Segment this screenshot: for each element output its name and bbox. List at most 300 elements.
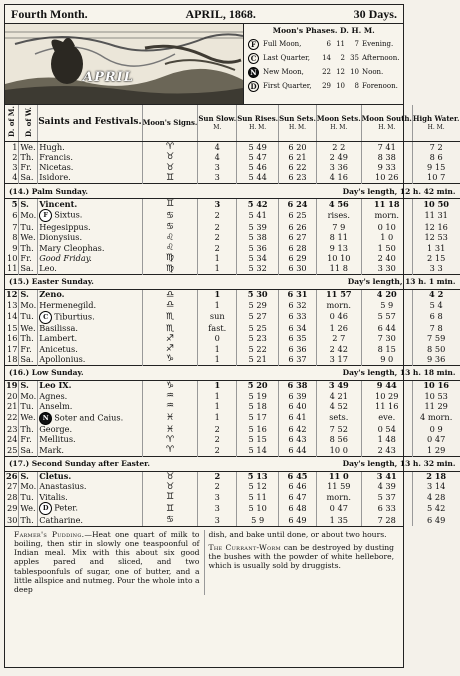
day-of-week: Th. (19, 425, 38, 435)
moon-sets: 4 52 (316, 401, 361, 411)
col-signs: Moon's Signs. (142, 105, 198, 142)
saint-name: Leo. (39, 263, 57, 274)
moon-phase-day: 6 (326, 40, 331, 48)
table-header (5, 105, 460, 142)
sun-sets: 6 42 (279, 425, 317, 435)
sun-sets: 6 46 (279, 482, 317, 492)
saint-cell (38, 152, 142, 162)
sun-sets: 6 25 (279, 209, 317, 222)
day-row (5, 163, 460, 173)
day-row (5, 344, 460, 354)
sun-rises: 5 12 (237, 482, 279, 492)
day-of-month: 4 (5, 173, 19, 184)
sun-rises: 5 23 (237, 334, 279, 344)
high-water: 9 15 (427, 162, 446, 173)
moon-sign-cell (142, 492, 198, 502)
col-sun-sets: Sun Sets. (279, 113, 316, 123)
saint-cell (38, 142, 142, 153)
saint-name: Good Friday. (39, 252, 92, 263)
week-title: (14.) Palm Sunday. (5, 184, 198, 199)
high-water: 0 47 (427, 434, 446, 445)
high-water: 6 8 (429, 311, 443, 322)
moon-south: 3 30 (361, 264, 412, 275)
day-of-month: 18 (6, 353, 18, 364)
saint-cell (38, 492, 142, 502)
sun-sets: 6 21 (279, 152, 317, 162)
sun-sets: 6 22 (279, 163, 317, 173)
saint-cell (38, 344, 142, 354)
sun-slow: 2 (198, 209, 237, 222)
sun-sets: 6 34 (279, 324, 317, 334)
moon-sign-icon: ♍ (165, 263, 175, 274)
sun-rises: 5 25 (237, 324, 279, 334)
moon-sets: 1 26 (316, 324, 361, 334)
saint-name: Apollonius. (39, 353, 86, 364)
high-water: 12 16 (424, 221, 448, 232)
day-of-month: 9 (5, 243, 19, 253)
moon-south: 5 37 (361, 492, 412, 502)
moon-south: 1 50 (361, 243, 412, 253)
col-saints: Saints and Festivals. (38, 105, 142, 142)
moon-sign-icon: ♌ (165, 243, 175, 254)
saint-name: Dionysius. (39, 232, 83, 243)
saint-cell (38, 502, 142, 515)
moon-sign-cell (142, 152, 198, 162)
sun-slow: 2 (198, 482, 237, 492)
day-of-week: Fr. (19, 163, 38, 173)
moon-phase-name: Last Quarter, (263, 54, 310, 62)
day-of-month: 24 (6, 434, 18, 445)
moon-phases-title: Moon's Phases. D. H. M. (272, 26, 375, 35)
saint-cell (38, 300, 142, 310)
new-moon-icon: N (39, 412, 52, 425)
moon-sets: 3 17 (316, 354, 361, 365)
moon-sign-cell (142, 502, 198, 515)
week-row (5, 184, 460, 199)
unit-msets: H. M. (330, 124, 348, 131)
day-row (5, 445, 460, 456)
sun-rises: 5 11 (237, 492, 279, 502)
moon-south: 7 28 (361, 515, 412, 525)
moon-phase-hour: 2 (340, 54, 345, 62)
saint-name: Hugh. (39, 141, 65, 152)
day-of-week: Fr. (19, 435, 38, 445)
moon-phase-hour: 12 (336, 68, 345, 76)
sun-rises: 5 47 (237, 152, 279, 162)
banner (5, 24, 403, 105)
unit-slow: M. (213, 124, 222, 131)
day-of-week: Fr. (19, 344, 38, 354)
sun-slow: 4 (198, 152, 237, 162)
day-of-week: Th. (19, 243, 38, 253)
moon-sign-cell (142, 334, 198, 344)
moon-sets: 11 57 (316, 289, 361, 300)
day-of-month: 3 (5, 163, 19, 173)
moon-sets: 1 35 (316, 515, 361, 525)
moon-sets: morn. (316, 300, 361, 310)
moon-sign-cell (142, 412, 198, 425)
sun-sets: 6 38 (279, 380, 317, 391)
moon-sign-cell (142, 233, 198, 243)
moon-sign-cell (142, 163, 198, 173)
day-of-month: 16 (6, 333, 18, 344)
saint-cell (38, 209, 142, 222)
high-water: 10 53 (424, 390, 448, 401)
day-of-month: 30 (6, 514, 18, 525)
high-water: 2 15 (427, 252, 446, 263)
day-of-week: Tu. (19, 311, 38, 324)
moon-sign-cell (142, 324, 198, 334)
sun-rises: 5 22 (237, 344, 279, 354)
saint-name: Nicetas. (39, 162, 74, 173)
day-of-week: We. (19, 142, 38, 153)
high-water: 1 29 (427, 444, 446, 455)
moon-phase-hour: 11 (336, 40, 345, 48)
moon-sets: 2 7 (316, 334, 361, 344)
moon-sign-icon: ♊ (165, 492, 175, 503)
day-length: Day's length, 13 h. 32 min. (198, 456, 460, 471)
high-water: 5 42 (427, 503, 446, 514)
day-row (5, 253, 460, 263)
sun-rises: 5 39 (237, 222, 279, 232)
col-sun-slow: Sun Slow. (198, 113, 237, 123)
moon-sign-cell (142, 142, 198, 153)
day-of-week: S. (19, 289, 38, 300)
day-row (5, 243, 460, 253)
col-day-of-month: D. of M. (7, 106, 17, 138)
moon-south: 10 26 (361, 173, 412, 184)
currant-heading: The Currant-Worm (208, 542, 281, 552)
moon-sign-cell (142, 445, 198, 456)
almanac-page (4, 4, 460, 668)
moon-sets: rises. (316, 209, 361, 222)
saint-cell (38, 412, 142, 425)
moon-phase-name: Full Moon, (263, 40, 302, 48)
sun-sets: 6 49 (279, 515, 317, 525)
moon-south: 9 33 (361, 163, 412, 173)
saint-cell (38, 243, 142, 253)
pudding-text-continued: dish, and bake until done, or about two hours. (208, 529, 387, 539)
saint-cell (38, 435, 142, 445)
sun-rises: 5 30 (237, 289, 279, 300)
saint-cell (38, 324, 142, 334)
moon-phase-row (248, 51, 400, 65)
sun-slow: 3 (198, 515, 237, 525)
moon-sign-cell (142, 354, 198, 365)
moon-south: 1 48 (361, 435, 412, 445)
sun-rises: 5 44 (237, 173, 279, 184)
day-row (5, 412, 460, 425)
moon-sign-icon: ♐ (165, 333, 175, 344)
moon-sets: 11 59 (316, 482, 361, 492)
moon-south: 11 16 (361, 401, 412, 411)
day-of-month: 17 (6, 343, 18, 354)
day-of-month: 10 (6, 252, 18, 263)
high-water: 12 53 (424, 232, 448, 243)
sun-slow: 1 (198, 289, 237, 300)
saint-name: Soter and Caius. (54, 412, 124, 423)
sun-sets: 6 33 (279, 311, 317, 324)
moon-phases (244, 24, 404, 104)
sun-slow: 3 (198, 173, 237, 184)
day-of-week: Th. (19, 152, 38, 162)
saint-cell (38, 482, 142, 492)
day-of-month: 28 (6, 491, 18, 502)
day-of-month: 7 (5, 222, 19, 232)
moon-phase-day: 29 (322, 82, 331, 90)
first-quarter-icon: D (39, 502, 52, 515)
sun-sets: 6 44 (279, 445, 317, 456)
col-high-water: High Water. (412, 113, 460, 123)
moon-sets: 8 56 (316, 435, 361, 445)
sun-slow: 1 (198, 264, 237, 275)
sun-rises: 5 27 (237, 311, 279, 324)
sun-slow: 1 (198, 391, 237, 401)
saint-cell (38, 391, 142, 401)
sun-rises: 5 21 (237, 354, 279, 365)
day-row (5, 311, 460, 324)
sun-rises: 5 14 (237, 445, 279, 456)
saint-name: Catharine. (39, 514, 84, 525)
sun-sets: 6 40 (279, 401, 317, 411)
day-row (5, 334, 460, 344)
sun-slow: 1 (198, 354, 237, 365)
saint-cell (38, 173, 142, 184)
moon-phase-icon: D (248, 81, 259, 92)
moon-sign-icon: ♉ (165, 481, 175, 492)
moon-sign-cell (142, 243, 198, 253)
moon-phase-row (248, 37, 400, 51)
moon-phase-icon: F (248, 39, 259, 50)
sun-sets: 6 35 (279, 334, 317, 344)
high-water: 3 14 (427, 481, 446, 492)
sun-slow: 3 (198, 163, 237, 173)
day-of-month: 8 (5, 233, 19, 243)
moon-sign-cell (142, 471, 198, 482)
moon-south: 4 39 (361, 482, 412, 492)
high-water: 1 31 (427, 242, 446, 253)
moon-sign-cell (142, 435, 198, 445)
day-of-week: Tu. (19, 492, 38, 502)
saint-name: Agnes. (39, 390, 68, 401)
moon-sets: 8 11 (316, 233, 361, 243)
moon-sign-icon: ♉ (165, 471, 175, 482)
sun-rises: 5 34 (237, 253, 279, 263)
moon-sign-icon: ♐ (165, 344, 175, 355)
sun-sets: 6 28 (279, 243, 317, 253)
day-of-month: 25 (6, 444, 18, 455)
saint-name: Mark. (39, 444, 64, 455)
sun-sets: 6 39 (279, 391, 317, 401)
moon-phase-day: 22 (322, 68, 331, 76)
day-length: Day's length, 13 h. 18 min. (198, 365, 460, 380)
high-water: 4 28 (427, 491, 446, 502)
high-water: 10 16 (423, 380, 449, 391)
saint-name: Mary Cleophas. (39, 242, 105, 253)
sun-slow: 4 (198, 142, 237, 153)
header-center: APRIL, 1868. (185, 6, 256, 21)
moon-south: 4 20 (361, 289, 412, 300)
moon-south: 5 57 (361, 311, 412, 324)
currant-text: can be destroyed by dusting the bushes with the powder of white hellebore, which is usually sold by druggists. (208, 542, 395, 571)
engraving-art (5, 24, 243, 104)
day-row (5, 173, 460, 184)
day-length: Day's length, 12 h. 42 min. (198, 184, 460, 199)
pudding-text: —Heat one quart of milk to boiling, then stir in slowly one teaspoonful of Indian meal. Mix with this about six good apples pared and sliced, and two tablespoonfuls of sugar, one of butter, and a little allspice and nutmeg. Pour the whole into a deep (14, 529, 200, 594)
moon-sign-cell (142, 300, 198, 310)
day-of-week: Th. (19, 515, 38, 525)
moon-sign-cell (142, 289, 198, 300)
sun-rises: 5 16 (237, 425, 279, 435)
moon-sets: 11 8 (316, 264, 361, 275)
day-row (5, 152, 460, 162)
saint-cell (38, 515, 142, 525)
moon-sign-icon: ♌ (165, 232, 175, 243)
sun-rises: 5 38 (237, 233, 279, 243)
saint-name: Hegesippus. (39, 221, 91, 232)
sun-sets: 6 29 (279, 253, 317, 263)
high-water: 9 36 (427, 353, 446, 364)
moon-sign-icon: ♊ (165, 199, 175, 210)
moon-sets: 9 13 (316, 243, 361, 253)
high-water: 10 50 (423, 198, 449, 209)
sun-sets: 6 37 (279, 354, 317, 365)
day-of-month: 29 (5, 502, 19, 515)
saint-cell (38, 222, 142, 232)
sun-sets: 6 26 (279, 222, 317, 232)
moon-phase-hour: 10 (336, 82, 345, 90)
day-of-week: S. (19, 471, 38, 482)
sun-rises: 5 41 (237, 209, 279, 222)
day-row (5, 502, 460, 515)
unit-south: H. M. (378, 124, 396, 131)
moon-phase-time: Evening. (362, 40, 394, 48)
col-day-of-week: D. of W. (23, 106, 33, 137)
unit-high: H. M. (427, 124, 445, 131)
saint-name: Lambert. (39, 333, 78, 344)
pudding-heading: Farmer's Pudding. (14, 529, 85, 539)
high-water: 6 49 (427, 514, 446, 525)
saint-cell (38, 233, 142, 243)
sun-slow: 2 (198, 445, 237, 456)
saint-name: Basilissa. (39, 323, 79, 334)
col-moon-south: Moon South. (361, 113, 412, 123)
sun-slow: fast. (198, 324, 237, 334)
moon-south: 7 41 (361, 142, 412, 153)
high-water: 2 18 (426, 471, 447, 482)
sun-slow: 1 (198, 253, 237, 263)
day-row (5, 391, 460, 401)
sun-sets: 6 48 (279, 502, 317, 515)
moon-phase-time: Forenoon. (362, 82, 398, 90)
day-row (5, 435, 460, 445)
day-of-week: Tu. (19, 401, 38, 411)
moon-sets: 2 49 (316, 152, 361, 162)
sun-rises: 5 32 (237, 264, 279, 275)
moon-south: 8 38 (361, 152, 412, 162)
moon-sign-icon: ♑ (165, 380, 175, 391)
day-of-week: We. (19, 324, 38, 334)
week-title: (16.) Low Sunday. (5, 365, 198, 380)
day-row (5, 482, 460, 492)
moon-phase-time: Afternoon. (362, 54, 400, 62)
moon-sign-icon: ♊ (165, 172, 175, 183)
day-of-month: 11 (6, 263, 18, 274)
moon-sign-cell (142, 391, 198, 401)
moon-sign-icon: ♒ (165, 401, 175, 412)
day-of-week: Th. (19, 334, 38, 344)
moon-phase-icon: N (248, 67, 259, 78)
day-of-month: 5 (5, 199, 19, 210)
moon-sets: sets. (316, 412, 361, 425)
moon-sign-icon: ♈ (165, 434, 175, 445)
sun-slow: 3 (198, 199, 237, 210)
saint-name: Vitalis. (39, 491, 68, 502)
sun-slow: 2 (198, 233, 237, 243)
moon-sets: 3 49 (316, 380, 361, 391)
week-title: (15.) Easter Sunday. (5, 274, 198, 289)
moon-sign-cell (142, 253, 198, 263)
moon-south: morn. (361, 209, 412, 222)
saint-name: Zeno. (39, 289, 65, 300)
sun-sets: 6 31 (279, 289, 317, 300)
saint-name: George. (39, 424, 73, 435)
moon-south: 2 43 (361, 445, 412, 456)
col-moon-sets: Moon Sets. (316, 113, 361, 123)
day-length: Day's length, 13 h. 1 min. (198, 274, 460, 289)
saint-name: Cletus. (39, 471, 72, 482)
moon-sign-cell (142, 173, 198, 184)
saint-name: Tiburtius. (54, 311, 95, 322)
moon-sign-cell (142, 222, 198, 232)
moon-sign-icon: ♈ (165, 445, 175, 456)
moon-sign-icon: ♒ (165, 391, 175, 402)
day-of-month: 12 (6, 289, 18, 300)
day-of-week: Mo. (20, 390, 37, 401)
moon-south: 9 44 (361, 380, 412, 391)
high-water: 0 9 (429, 424, 443, 435)
last-quarter-icon: C (39, 311, 52, 324)
day-of-week: Sa. (19, 445, 38, 456)
moon-sets: 10 0 (316, 445, 361, 456)
day-of-month: 13 (6, 299, 18, 310)
saint-cell (38, 253, 142, 263)
moon-phase-day: 14 (322, 54, 331, 62)
saint-name: Peter. (54, 502, 78, 513)
banner-word: APRIL (83, 70, 134, 85)
moon-sign-cell (142, 344, 198, 354)
moon-sets: 0 47 (316, 502, 361, 515)
sun-slow: 1 (198, 300, 237, 310)
moon-sets: 7 52 (316, 425, 361, 435)
moon-south: 2 40 (361, 253, 412, 263)
sun-sets: 6 20 (279, 142, 317, 153)
high-water: 4 morn. (420, 412, 453, 423)
sun-rises: 5 19 (237, 391, 279, 401)
sun-slow: 1 (198, 344, 237, 354)
sun-sets: 6 23 (279, 173, 317, 184)
sun-sets: 6 27 (279, 233, 317, 243)
day-row (5, 492, 460, 502)
sun-slow: 2 (198, 471, 237, 482)
day-row (5, 380, 460, 391)
moon-sets: 2 2 (316, 142, 361, 153)
day-row (5, 300, 460, 310)
moon-sets: 4 21 (316, 391, 361, 401)
saint-cell (38, 264, 142, 275)
moon-south: 8 15 (361, 344, 412, 354)
saint-name: Isidore. (39, 172, 71, 183)
